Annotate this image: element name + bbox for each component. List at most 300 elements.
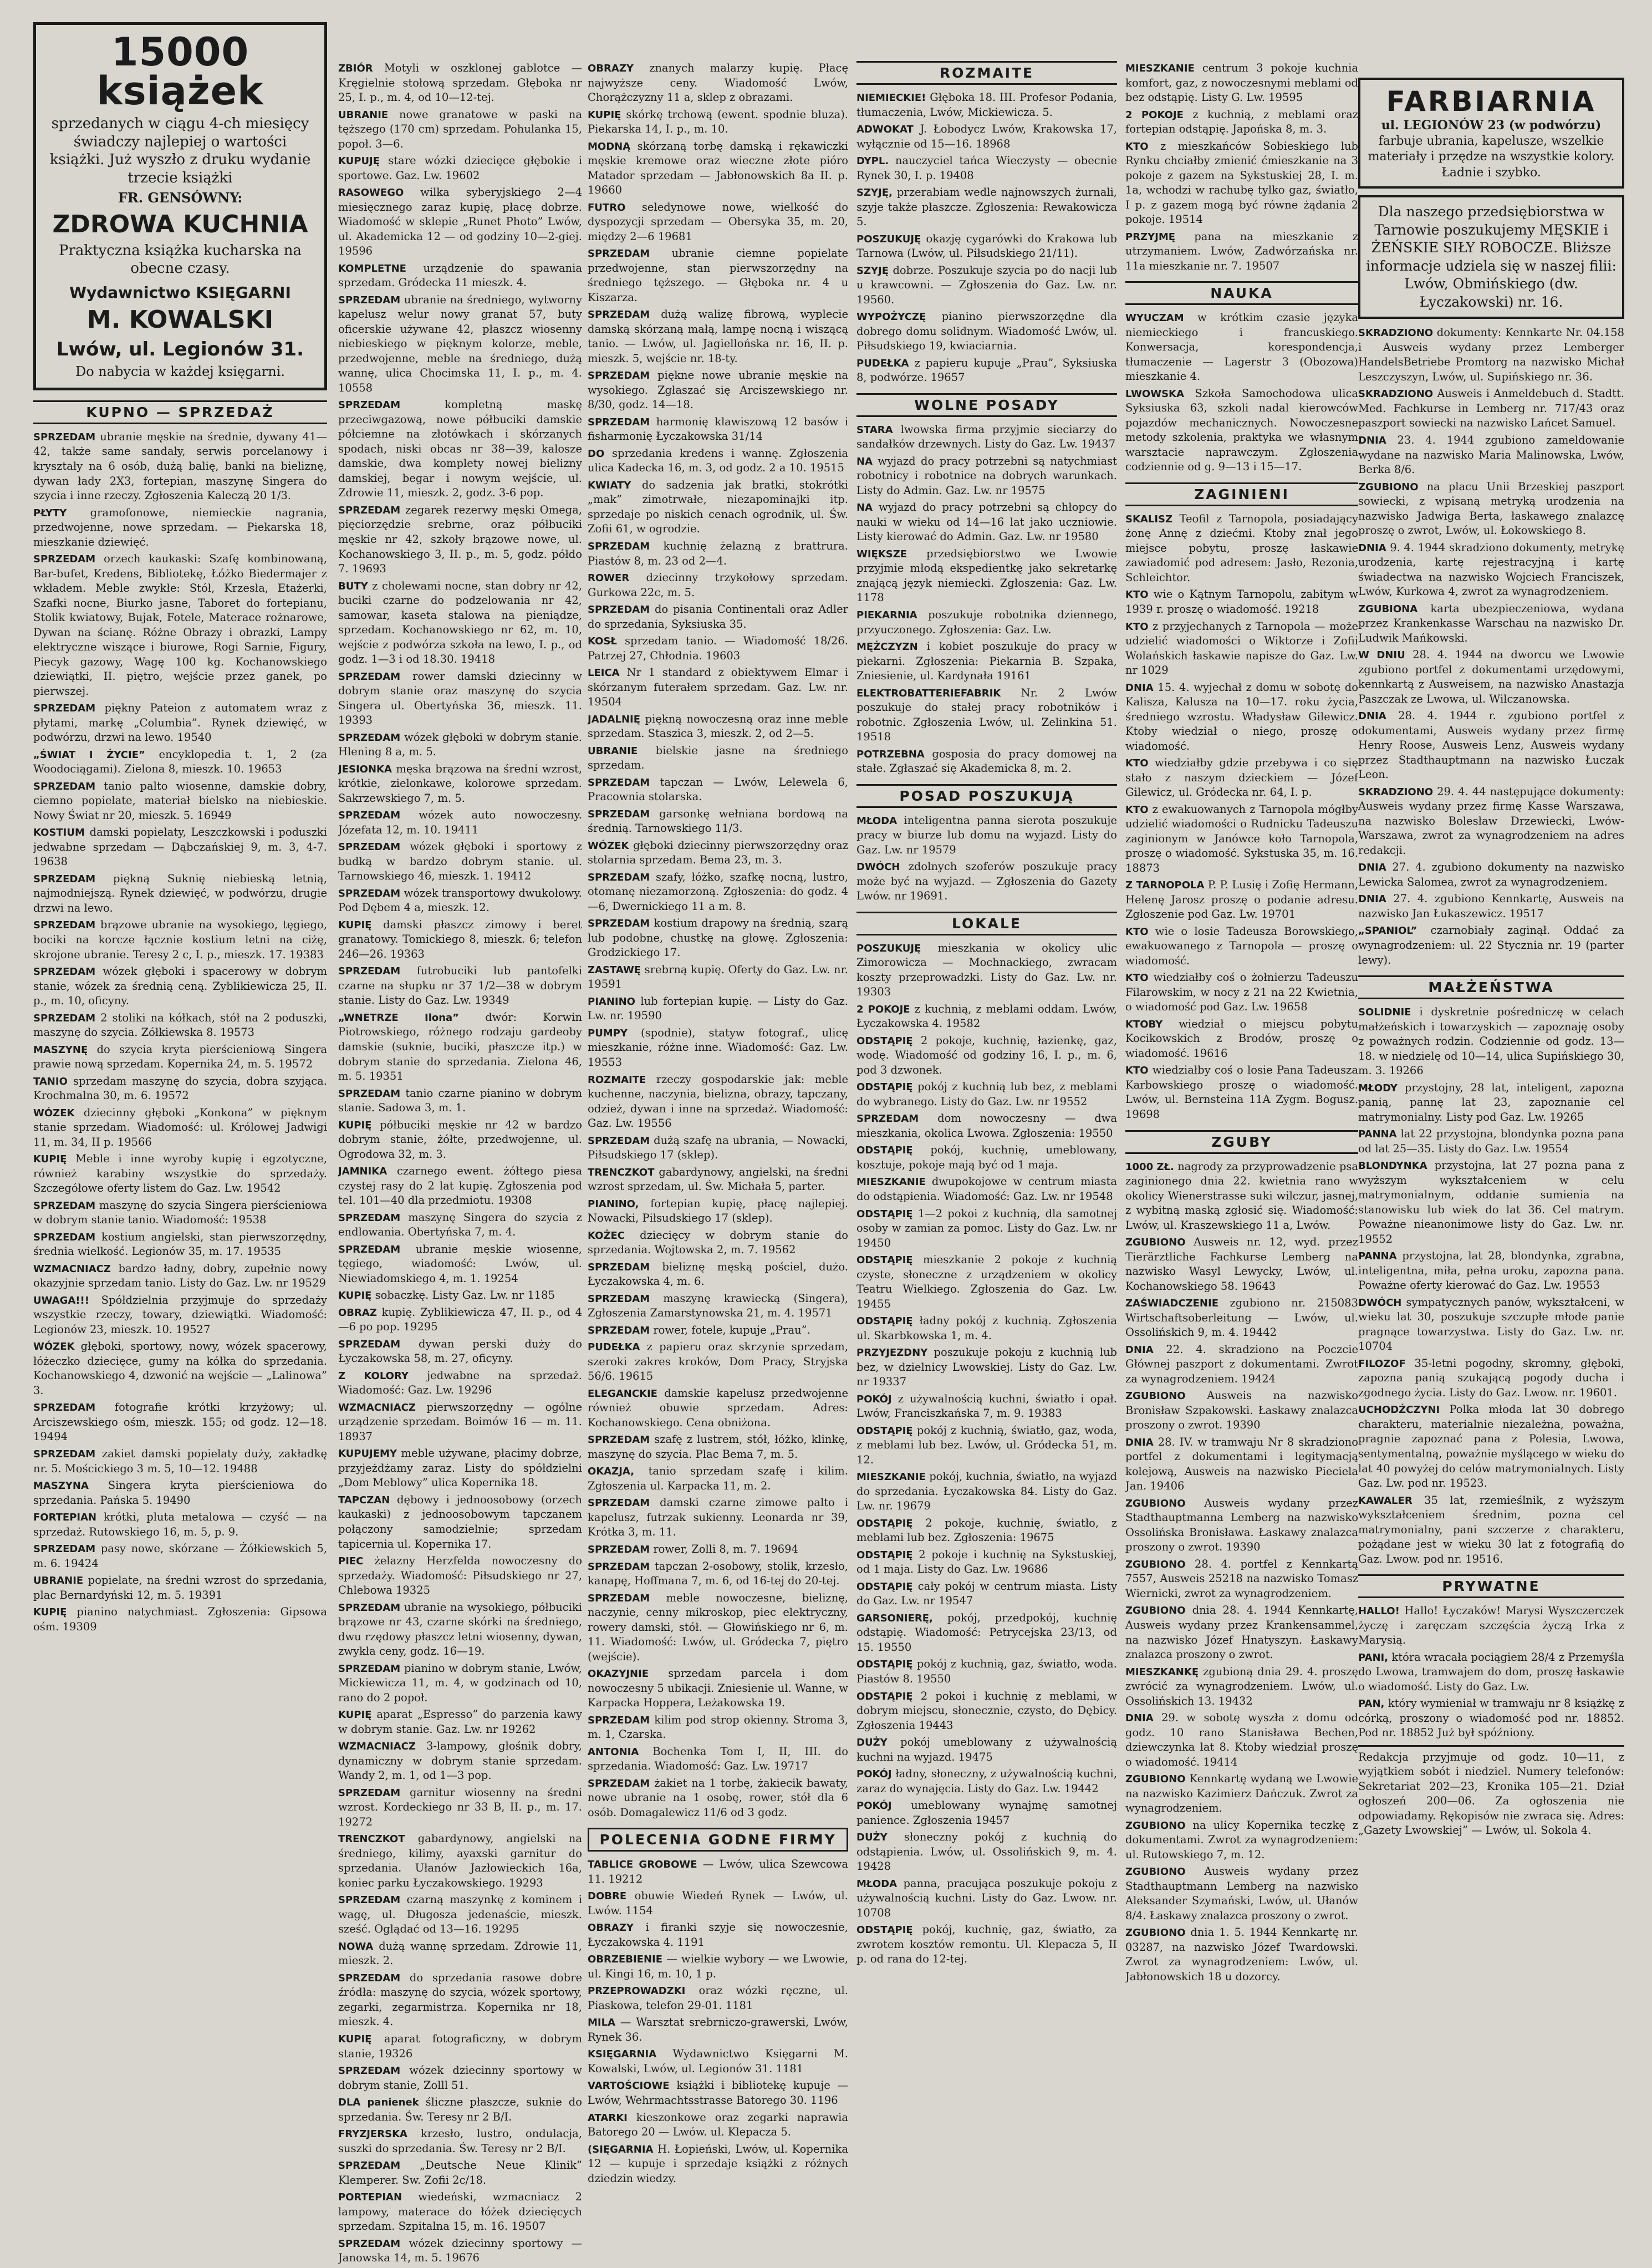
ad-keyword: ELEGANCKIE (588, 1387, 657, 1400)
ad-keyword: SPRZEDAM (588, 871, 650, 883)
classified-ad (856, 1767, 1117, 1796)
classified-ad (588, 775, 848, 805)
classified-ad (856, 1423, 1117, 1468)
ad-keyword: NOWA (338, 1940, 374, 1952)
ad-keyword: TAPCZAN (338, 1494, 390, 1506)
classified-ad (33, 430, 327, 504)
ad-body: który wymieniał w tramwaju nr 8 książkę z córką, proszony o wiadomość pod nr. 18852. Pod nr. 18852 Już był spóźniony. (1358, 1697, 1624, 1740)
ad-keyword: OBRAZY (588, 1922, 634, 1934)
ad-body: 2 pokoi i kuchnię z meblami, w dobrym miejscu, słonecznie, czysto, do Dębicy. Zgłoszenia 19443 (856, 1689, 1117, 1732)
ad-keyword: KWIATY (588, 479, 631, 491)
classified-ad (588, 665, 848, 710)
ad-keyword: DYPL. (856, 155, 889, 167)
ad-keyword: SPRZEDAM (33, 780, 96, 792)
classified-ad (338, 730, 582, 760)
ad-body: do sadzenia jak bratki, stokrótki „mak” zimotrwałe, niezapominajki itp. sprzedaje po niskich cenach ogrodnik, ul. Św. Zofii 61, w ogrodzie. (588, 478, 848, 536)
ad-body: 2 pokoje, kuchnię, łazienkę, gaz, wodę. Wiadomość od godziny 16, I. p., m. 6, pod 3 dzwonek. (856, 1034, 1117, 1076)
section-zguby: ZGUBY (1125, 1130, 1358, 1154)
classified-ad (338, 840, 582, 884)
classified-ad (33, 1400, 327, 1445)
section-lokale: LOKALE (856, 912, 1117, 935)
classified-ad (588, 916, 848, 960)
classified-ad (856, 813, 1117, 858)
classified-ad (338, 886, 582, 916)
classified-ad (856, 1345, 1117, 1390)
ad-body: pokój z kuchnią, światło, gaz, woda, z meblami lub bez. Lwów, ul. Gródecka 51, m. 12. (856, 1423, 1117, 1466)
ad-keyword: SKRADZIONO (1358, 786, 1434, 798)
ad-keyword: TABLICE GROBOWE (588, 1859, 697, 1871)
ad-body: zdolnych szoferów poszukuje pracy może być na wyjazd. — Zgłoszenia do Gazety Lwów. nr 19691. (856, 860, 1117, 903)
ad-body: skórzaną torbę damską i rękawiczki męskie kremowe oraz wieczne złote pióro Matador sprzedam — Jabłonowskich 8a II. p. 19660 (588, 139, 848, 197)
classified-ad (856, 1314, 1117, 1343)
classified-ad (338, 503, 582, 577)
ad-keyword: DNIA (1125, 1712, 1154, 1725)
redaction-notice: Redakcja przyjmuje od godz. 10—11, z wyjątkiem sobót i niedziel. Numery telefonów: Sekretariat 202—23, Kronika 105—21. Dział ogłoszeń 200—06. Za ogłoszenia nie odpowiadamy. Rękopisów nie zwraca się. Adres: „Gazety Lwowskiej” — Lwów, ul. Sokola 4. (1358, 1745, 1624, 1838)
ad-keyword: ZGUBIONO (1125, 1927, 1186, 1939)
ad-keyword: MŁODA (856, 1878, 898, 1890)
ad-body: 28. IV. w tramwaju Nr 8 skradziono portfel z dokumentami i legitymacją kolejową, Ausweis na nazwisko Pieciela Jan. 19406 (1125, 1435, 1358, 1493)
ad-keyword: MASZYNA (33, 1480, 89, 1492)
classified-ad (856, 423, 1117, 452)
ad-body: sprzedam parcela i dom nowoczesny 5 ubikacji. Zniesienie ul. Wanne, w Karpacka Hoppera, Leżakowska 19. (588, 1667, 848, 1710)
ad-body: Singera kryta pierścieniowa do sprzedania. Pańska 5. 19490 (33, 1479, 327, 1507)
ad-body: ubranie na wysokiego, półbuciki brązowe nr 43, czarne skórki na średniego, dwu rzędowy płaszcz letni wiosenny, dywan, zwykła ceny, godz. 16—19. (338, 1600, 582, 1658)
classified-ad (338, 1211, 582, 1240)
classified-ad (338, 669, 582, 728)
ad-keyword: VARTOŚCIOWE (588, 2080, 670, 2092)
ad-keyword: ODSTĄPIĘ (856, 1690, 913, 1702)
ad-body: pokój, przedpokój, kuchnię odstąpię. Wiadomość: Petrycejska 23/13, od 15. 19550 (856, 1611, 1117, 1654)
classified-ad (1358, 923, 1624, 968)
classified-ad (588, 1260, 848, 1289)
classified-ad (33, 552, 327, 699)
classified-ad (33, 1198, 327, 1228)
classified-ad (338, 293, 582, 396)
ad-body: 15. 4. wyjechał z domu w sobotę do Kalisza, Kalusza na 10—17. roku życia, średniego wzrostu. Władysław Gilewicz. Ktoby wiedział o niego, proszę o wiadomość. (1125, 680, 1358, 752)
ad-keyword: ODSTĄPIĘ (856, 1517, 913, 1529)
ad-keyword: ODSTĄPIĘ (856, 1145, 913, 1157)
section-rozmaite: ROZMAITE (856, 61, 1117, 85)
ad-keyword: KSIĘGARNIA (588, 2048, 657, 2061)
ad-body: dnia 28. 4. 1944 Kennkartę, Ausweis wydany przez Krankensammel, na nazwisko Józef Hnatyszyn. Łaskawy znalazca proszony o zwrot. (1125, 1604, 1358, 1661)
column-5 (1125, 61, 1358, 1986)
classified-ad (856, 941, 1117, 1000)
ad-body: Głęboka 18. III. Profesor Podania, tłumaczenia, Lwów, Mickiewicza. 5. (856, 91, 1117, 119)
ad-body: szafę z lustrem, stół, łóżko, klinkę, maszynę do szycia. Plac Bema 7, m. 5. (588, 1433, 848, 1461)
classified-ad (33, 1510, 327, 1539)
classified-ad (338, 964, 582, 1008)
ad-keyword: PANNA (1358, 1250, 1397, 1263)
ad-keyword: ZGUBIONO (1125, 1390, 1186, 1402)
ad-body: przystojna, lat 28, blondynka, zgrabna, inteligentna, miła, pełna uroku, zapozna pana. Poważne oferty kierować do Gaz. Lw. 19553 (1358, 1249, 1624, 1292)
classified-ad (856, 154, 1117, 183)
ad-body: przystojny, 28 lat, inteligent, zapozna panią, pannę lat 23, zapoznanie cel matrymonialny. Listy pod Gaz. Lw. 19265 (1358, 1081, 1624, 1123)
classified-ad (588, 1386, 848, 1431)
ad-keyword: SPRZEDAM (588, 1497, 650, 1509)
classified-ad (1125, 387, 1358, 475)
ad-keyword: 1000 ZŁ. (1125, 1161, 1174, 1173)
ad-keyword: WIĘKSZE (856, 548, 907, 560)
ad-note: Do nabycia w każdej księgarni. (75, 364, 285, 380)
classified-ad (1125, 1496, 1358, 1555)
ad-keyword: ZGUBIONO (1125, 1819, 1186, 1832)
ad-body: zgubioną dnia 29. 4. proszę zwrócić za wynagrodzeniem. Lwów, ul. Ossolińskich 13. 19432 (1125, 1665, 1358, 1707)
ad-body: zegarek rezerwy męski Omega, pięciorzędzie srebrne, oraz półbuciki męskie nr 42, szkoły brązowe nowe, ul. Kochanowskiego 3, II. p., m. 5, godz. półdo 7. 19693 (338, 503, 582, 576)
ad-body: zgubiono nr. 215083 Wirtschaftsoberleitung — Lwów, ul. Ossolińskich 9, m. 4. 19442 (1125, 1296, 1358, 1339)
ad-body: Teofil z Tarnopola, posiadający żonę Annę z dziećmi. Ktoby znał jego miejsce pobytu, proszę łaskawie zawiadomić pod adresem: Jasło, Rezonia, Schleichtor. (1125, 512, 1358, 584)
ad-body: sprzedam tanio. — Wiadomość 18/26. Patrzej 27, Chłodnia. 19603 (588, 634, 848, 662)
ad-keyword: MILA (588, 2017, 616, 2029)
ad-keyword: KUPUJEMY (338, 1448, 397, 1460)
ad-keyword: ROZMAITE (588, 1074, 646, 1086)
ad-body: piękną nowoczesną oraz inne meble sprzedam. Staszica 3, mieszk. 2, od 2—5. (588, 712, 848, 740)
ad-keyword: OKAZYJNIE (588, 1668, 649, 1680)
book-advertisement (33, 22, 327, 390)
ad-keyword: KTO (1125, 589, 1149, 601)
ad-body: futrobuciki lub pantofelki czarne na słupku nr 37 1/2—38 w dobrym stanie. Listy do Gaz. Lw. 19349 (338, 964, 582, 1007)
ad-keyword: „SPANIOL” (1358, 925, 1418, 937)
ad-body: wózek głęboki i sportowy z budką w bardzo dobrym stanie. ul. Tarnowskiego 46, mieszk. 1. 19412 (338, 840, 582, 883)
classified-ad (588, 1432, 848, 1462)
ad-keyword: SPRZEDAM (33, 873, 96, 885)
ad-keyword: ODSTĄPIĘ (856, 1425, 913, 1437)
ad-keyword: SPRZEDAM (338, 670, 401, 683)
classifieds-list (588, 61, 848, 1820)
ad-body: kupię. Zyblikiewicza 47, II. p., od 4—6 po pop. 19295 (338, 1305, 582, 1334)
ad-body: gramofonowe, niemieckie nagrania, przedwojenne, nowe sprzedam. — Piekarska 18, mieszkanie dziewięć. (33, 506, 327, 548)
classified-ad (1358, 1127, 1624, 1156)
classifieds-list (33, 430, 327, 1634)
ad-keyword: SPRZEDAM (588, 309, 650, 321)
ad-body: żelazny Herzfelda nowoczesny do sprzedaży. Wiadomość: Piłsudskiego nr 27, Chlebowa 19325 (338, 1554, 582, 1597)
ad-keyword: ANTONIA (588, 1746, 639, 1758)
classified-ad (856, 122, 1117, 151)
classified-ad (1125, 1435, 1358, 1494)
ad-keyword: ZGUBIONO (1125, 1605, 1186, 1617)
classified-ad (588, 1666, 848, 1711)
classified-ad (1125, 970, 1358, 1015)
ad-keyword: MIESZKANIE (856, 1471, 926, 1483)
ad-body: mieszkanie 2 pokoje z kuchnią czyste, słoneczne z urządzeniem w okolicy Teatru Wielkiego. Zgłoszenia do Gaz. Lw. 19455 (856, 1253, 1117, 1310)
classified-ad (588, 1197, 848, 1226)
ad-body: dębowy i jednoosobowy (orzech kaukaski) z jednoosobowym tapczanem połączony samodzielnie; sprzedam tapicernia ul. Kopernika 17. (338, 1493, 582, 1550)
classified-ad (338, 1164, 582, 1208)
classifieds-list (856, 90, 1117, 385)
farbiarnia-address: ul. LEGIONÓW 23 (w podwórzu) (1381, 118, 1602, 133)
ad-keyword: PUDEŁKA (856, 357, 909, 369)
ad-body: dokumenty: Kennkarte Nr. 04.158 i Ausweis wydany przez Lemberger HandelsBetriebe Promtorg na nazwisko Michał Leszczyszyn, Lwów, ul. Supińskiego nr. 36. (1358, 326, 1624, 383)
classified-ad (588, 2078, 848, 2108)
ad-keyword: MĘŻCZYZN (856, 641, 918, 653)
classified-ad (338, 1600, 582, 1659)
ad-body: aparat „Espresso” do parzenia kawy w dobrym stanie. Gaz. Lw. nr 19262 (338, 1708, 582, 1736)
classified-ad (856, 1080, 1117, 1109)
classified-ad (588, 1072, 848, 1131)
ad-body: kieszonkowe oraz zegarki naprawia Batorego 20 — Lwów. ul. Klepacza 5. (588, 2111, 848, 2139)
classifieds-list (1125, 311, 1358, 475)
ad-keyword: (SIĘGARNIA (588, 2143, 654, 2155)
ad-body: dużą wannę sprzedam. Zdrowie 11, mieszk. 2. (338, 1939, 582, 1967)
ad-body: z cholewami nocne, stan dobry nr 42, buciki czarne do podzelowania nr 42, samowar, kaseta stalowa na pieniądze, sprzedam. Kochanowskiego nr 62, m. 10, wejście z podwórza szkoła na lewo, I. p., od godz. 1—3 i od 18.30. 19418 (338, 579, 582, 666)
classified-ad (1358, 387, 1624, 431)
ad-keyword: SZYJĘ (856, 265, 889, 277)
ad-body: centrum 3 pokoje kuchnia komfort, gaz, z nowoczesnymi meblami od bez odstąpię. Listy G. Lw. 19595 (1125, 62, 1358, 104)
column-6 (1358, 78, 1624, 1840)
classified-ad (338, 398, 582, 501)
ad-body: mieszkania w okolicy ulic Zimorowicza — Mochnackiego, zwracam koszty przeprowadzki. Listy do Gaz. Lw. nr. 19303 (856, 941, 1117, 999)
classified-ad (33, 506, 327, 550)
ad-keyword: ODSTĄPIĘ (856, 1315, 913, 1328)
ad-body: gabardynowy, angielski, na średni wzrost sprzedam, ul. Św. Michała 5, parter. (588, 1165, 848, 1193)
classified-ad (338, 1786, 582, 1830)
classified-ad (588, 108, 848, 137)
classified-ad (338, 918, 582, 962)
classified-ad (588, 2142, 848, 2186)
ad-keyword: ODSTĄPIĘ (856, 1081, 913, 1094)
classified-ad (1125, 1017, 1358, 1061)
ad-keyword: KUPIĘ (338, 1709, 372, 1721)
ad-keyword: „WNETRZE Ilona” (338, 1011, 460, 1024)
ad-body: seledynowe nowe, wielkość do dyspozycji sprzedam — Obersyka 35, m. 20, między 2—6 19681 (588, 200, 848, 243)
ad-keyword: NIEMIECKIE! (856, 92, 926, 104)
classified-ad (1125, 619, 1358, 678)
ad-keyword: SPRZEDAM (588, 918, 650, 930)
ad-body: urządzenie do spawania sprzedam. Gródecka 11 mieszk. 4. (338, 261, 582, 289)
ad-body: obuwie Wiedeń Rynek — Lwów, ul. Lwów. 1154 (588, 1889, 848, 1917)
classified-ad (338, 1554, 582, 1598)
ad-body: panna, pracująca poszukuje pokoju z używalnością kuchni. Listy do Gaz. Lwow. nr. 10708 (856, 1877, 1117, 1919)
classifieds-list (1358, 1005, 1624, 1567)
ad-body: maszynę Singera do szycia z endlowania. Obertyńska 7, m. 4. (338, 1211, 582, 1239)
ad-body: do szycia kryta pierścieniową Singera prawie nową sprzedam. Kopernika 24, m. 5. 19572 (33, 1043, 327, 1071)
ad-keyword: ZAŚWIADCZENIE (1125, 1298, 1218, 1310)
classified-ad (856, 686, 1117, 745)
ad-keyword: SPRZEDAM (588, 416, 650, 428)
ad-keyword: ZGUBIONO (1125, 1237, 1186, 1249)
ad-body: H. Łopieński, Lwów, ul. Kopernika 12 — kupuje i sprzedaje książki z różnych dziedzin wiedzy. (588, 2142, 848, 2185)
ad-body: 3-lampowy, głośnik dobry, dynamiczny w dobrym stanie sprzedam. Wandy 2, m. 1, od 1—3 pop. (338, 1740, 582, 1782)
ad-body: do sprzedania rasowe dobre źródła: maszynę do szycia, wózek sportowy, zegarki, zegarmistrza. Kopernika nr 18, mieszk. 4. (338, 1971, 582, 2028)
farbiarnia-advertisement (1358, 78, 1624, 189)
ad-keyword: SPRZEDAM (338, 1894, 401, 1906)
classified-ad (856, 263, 1117, 308)
section-posad-poszukuja: POSAD POSZUKUJĄ (856, 784, 1117, 808)
ad-body: ubranie męskie wiosenne, tęgiego, wiadomość: Lwów, ul. Niewiadomskiego 4, m. 1. 19254 (338, 1242, 582, 1285)
ad-keyword: ZGUBIONO (1358, 481, 1419, 493)
classified-ad (856, 1516, 1117, 1545)
ad-body: Hallo! Łyczaków! Marysi Wyszczerczek życzę i zaręczam szczęścia życzą Irka z Marysią. (1358, 1604, 1624, 1647)
ad-body: pokój, kuchnia, światło, na wyjazd do sprzedania. Łyczakowska 84. Listy do Gaz. Lw. nr. 19679 (856, 1470, 1117, 1513)
ad-keyword: 2 POKOJE (856, 1003, 910, 1015)
ad-keyword: SPRZEDAM (588, 1777, 650, 1789)
classified-ad (588, 807, 848, 836)
ad-keyword: WYUCZAM (1125, 312, 1184, 324)
ad-body: wiedziałby coś o żołnierzu Tadeuszu Filarowskim, w nocy z 21 na 22 Kwietnia, o wiadomość pod Gaz. Lw. 19658 (1125, 971, 1358, 1014)
ad-body: maszynę krawiecką (Singera), Zgłoszenia Zamarstynowska 21, m. 4. 19571 (588, 1291, 848, 1320)
ad-keyword: ODSTĄPIĘ (856, 1035, 913, 1047)
classified-ad (588, 539, 848, 568)
ad-keyword: SKALISZ (1125, 513, 1173, 525)
ad-body: ładny pokój z kuchnią. Zgłoszenia ul. Skarbkowska 1, m. 4. (856, 1314, 1117, 1342)
ad-body: dwór: Korwin Piotrowskiego, różnego rodzaju gardeoby damskie (suknie, buciki, płaszcze itp.) w dobrym stanie do sprzedania. Zielona 46, m. 5. 19351 (338, 1010, 582, 1083)
classified-ad (33, 1262, 327, 1291)
ad-keyword: FUTRO (588, 201, 626, 213)
classified-ad (338, 1242, 582, 1286)
ad-keyword: KOŻEC (588, 1229, 625, 1242)
classified-ad (338, 579, 582, 667)
classified-ad (1125, 1343, 1358, 1387)
classified-ad (338, 2095, 582, 2124)
classified-ad (1358, 1493, 1624, 1567)
ad-body: książki i bibliotekę kupuje — Lwów, Wehrmachtsstrasse Batorego 30. 1196 (588, 2079, 848, 2107)
classified-ad (856, 1174, 1117, 1204)
classified-ad (1125, 1772, 1358, 1816)
ad-keyword: SPRZEDAM (338, 1243, 401, 1255)
classified-ad (856, 1002, 1117, 1031)
classified-ad (1358, 709, 1624, 782)
classified-ad (588, 2047, 848, 2076)
classified-ad (856, 1392, 1117, 1421)
classifieds-list (1358, 1604, 1624, 1741)
ad-keyword: SPRZEDAM (33, 1012, 96, 1024)
ad-body: wyjazd do pracy potrzebni są natychmiast robotnicy i robotnice na dobrych warunkach. Listy do Admin. Gaz. Lw. nr 19575 (856, 454, 1117, 497)
classified-ad (1125, 878, 1358, 922)
ad-body: wózek dziecinny sportowy w dobrym stanie, Zolll 51. (338, 2064, 582, 2092)
ad-body: dziecięcy w dobrym stanie do sprzedania. Wojtowska 2, m. 7. 19562 (588, 1228, 848, 1257)
ad-body: Motyli w oszklonej gablotce — Kręgielnie stołową sprzedam. Głęboka nr 25, I. p., m. 4, od 10—12-tej. (338, 62, 582, 104)
classifieds-list (1125, 1160, 1358, 1985)
ad-description: Praktyczna książka kucharska na obecne czasy. (58, 242, 302, 277)
ad-keyword: MASZYNĘ (33, 1044, 88, 1056)
ad-body: przystojna, lat 27 pozna pana z wyższym wykształceniem w celu matrymonialnym, oddanie sumienia na stanowisku lub wiek do lat 36. Cel matrym. Poważne nieanonimowe listy do Gaz. Lw. nr. 19552 (1358, 1159, 1624, 1245)
farbiarnia-title: FARBIARNIA (1386, 85, 1597, 118)
classified-ad (1125, 311, 1358, 384)
classified-ad (33, 1542, 327, 1571)
ad-body: damskie kapelusz przedwojenne również obuwie sprzedam. Adres: Kochanowskiego. Cena obniżona. (588, 1386, 848, 1429)
ad-body: śliczne płaszcze, suknie do sprzedania. Św. Teresy nr 2 B/I. (338, 2096, 582, 2123)
classified-ad (338, 762, 582, 806)
ad-body: meble nowoczesne, bieliznę, naczynie, cenny mikroskop, piec elektryczny, rowery damski, stół. — Głowińskiego nr 6, m. 11. Wiadomość: Lwów, ul. Gródecka 7, piętro (wejście). (588, 1591, 848, 1663)
ad-keyword: SPRZEDAM (338, 2160, 401, 2172)
farbiarnia-text: farbuje ubrania, kapelusze, wszelkie materiały i przędze na wszystkie kolory. Ładnie i szybko. (1368, 134, 1615, 180)
ad-keyword: PORTEPIAN (338, 2191, 402, 2204)
classified-ad (1125, 587, 1358, 617)
ad-body: gosposia do pracy domowej na stałe. Zgłaszać się Akademicka 8, m. 2. (856, 747, 1117, 775)
ad-keyword: DNIA (1125, 1344, 1154, 1356)
classified-ad (1125, 1864, 1358, 1923)
classified-ad (1358, 860, 1624, 889)
ad-keyword: BLONDYNKA (1358, 1160, 1427, 1172)
ad-body: kilim pod strop okienny. Stroma 3, m. 1, Czarska. (588, 1713, 848, 1741)
ad-body: czarnobiały zaginął. Oddać za wynagrodzeniem: ul. 22 Stycznia nr. 19 (parter lewy). (1358, 924, 1624, 967)
ad-body: P. P. Lusię i Zofię Hermann, Helenę Jarosz proszę o podanie adresu. Zgłoszenie pod Gaz. Lw. 19701 (1125, 878, 1358, 921)
classified-ad (338, 1086, 582, 1116)
classified-ad (338, 1337, 582, 1366)
ad-keyword: SPRZEDAM (338, 731, 401, 744)
classified-ad (1358, 1604, 1624, 1648)
classified-ad (33, 1106, 327, 1150)
ad-body: z kuchnią, z meblami oddam. Lwów, Łyczakowska 4. 19582 (856, 1002, 1117, 1030)
ad-body: dobrze. Poszukuje szycia po do nacji lub u krawcowni. — Zgłoszenia do Gaz. Lw. nr. 19560. (856, 263, 1117, 306)
classified-ad (1358, 1005, 1624, 1079)
ad-body: krótki, pluta metalowa — czyść — na sprzedaż. Rutowskiego 16, m. 5, p. 9. (33, 1511, 327, 1538)
ad-body: lwowska firma przyjmie sieciarzy do sandałków drzewnych. Listy do Gaz. Lw. 19437 (856, 423, 1117, 451)
ad-keyword: SPRZEDAM (338, 1212, 401, 1224)
ad-body: — Lwów, ulica Szewcowa 11. 19212 (588, 1858, 848, 1885)
classified-ad (856, 1253, 1117, 1311)
ad-keyword: SPRZEDAM (338, 1662, 401, 1675)
classified-ad (588, 1920, 848, 1950)
ad-body: cały pokój w centrum miasta. Listy do Gaz. Lw. nr 19547 (856, 1579, 1117, 1608)
ad-body: Ausweis nr. 12, wyd. przez Tierärztliche Fachkurse Lemberg na nazwisko Wasyl Lewycky, Lwów, ul. Kochanowskiego 58. 19643 (1125, 1235, 1358, 1293)
classified-ad (1358, 1356, 1624, 1401)
ad-body: wyjazd do pracy potrzebni są chłopcy do nauki w wieku od 14—16 lat jako uczniowie. Listy kierować do Admin. Gaz. Lw. nr 19580 (856, 501, 1117, 543)
classified-ad (33, 1447, 327, 1476)
ad-keyword: DOBRE (588, 1890, 627, 1903)
ad-keyword: ATARKI (588, 2112, 628, 2124)
ad-body: dziecinny głęboki „Konkona” w pięknym stanie sprzedam. Wiadomość: ul. Królowej Jadwigi 11, m. 34, II p. 19566 (33, 1106, 327, 1148)
ad-body: 22. 4. skradziono na Poczcie Głównej paszport z dokumentami. Zwrot za wynagrodzeniem. 19424 (1125, 1343, 1358, 1385)
ad-keyword: GARSONIERĘ, (856, 1612, 933, 1624)
ad-keyword: PŁYTY (33, 507, 67, 519)
classified-ad (856, 1207, 1117, 1251)
ad-body: dom nowoczesny — dwa mieszkania, okolica Lwowa. Zgłoszenia: 19550 (856, 1112, 1117, 1140)
classified-ad (338, 1893, 582, 1937)
classified-ad (1125, 230, 1358, 274)
ad-keyword: KUPIĘ (338, 1119, 372, 1131)
ad-keyword: PRZEPROWADZKI (588, 1985, 686, 1997)
ad-keyword: ZGUBIONA (1358, 603, 1418, 615)
classified-ad (1358, 1295, 1624, 1354)
ad-keyword: KTO (1125, 757, 1149, 770)
ad-keyword: TRENCZKOT (338, 1833, 405, 1845)
ad-body: 29. 4. 44 następujące dokumenty: Ausweis wydany przez firmę Kasse Warszawa, na nazwisko Bolesław Drzewiecki, Lwów-Warszawa, zwrot za wynagrodzeniem na adres redakcji. (1358, 785, 1624, 857)
ad-keyword: DLA panienek (338, 2097, 419, 2109)
ad-body: na placu Unii Brzeskiej paszport sowiecki, z wpisaną metryką urodzenia na nazwisko Jadwiga Berta, łaskawego znalazcę proszę o zwrot, Lwów, ul. Łokowskiego 8. (1358, 480, 1624, 537)
ad-keyword: POSZUKUJĘ (856, 942, 921, 954)
ad-keyword: KUPUJĘ (338, 155, 380, 167)
classified-ad (588, 1340, 848, 1384)
ad-body: 27. 4. zgubiono Kennkartę, Ausweis na nazwisko Jan Łukaszewicz. 19517 (1358, 892, 1624, 920)
section-malzenstwa: MAŁŻEŃSTWA (1358, 975, 1624, 999)
ad-body: 28. 4. 1944 r. zgubiono portfel z dokumentami, Ausweis wydany przez firmę Henry Roose, Ausweis Lenz, Ausweis wydany przez Stadthauptmann na nazwisko Łuczak Leon. (1358, 709, 1624, 781)
classified-ad (856, 232, 1117, 261)
ad-keyword: JADALNIĘ (588, 713, 641, 725)
column-2 (338, 61, 582, 2268)
ad-body: umeblowany wynajmę samotnej panience. Zgłoszenia 19457 (856, 1799, 1117, 1827)
classified-ad (588, 1952, 848, 1981)
classified-ad (1125, 924, 1358, 969)
ad-body: brązowe ubranie na wysokiego, tęgiego, bociki na korcze łącznie kostium letni na ciżę, skrojone ubranie. Teresy 2 c, I. p., mieszk. 17. 19383 (33, 918, 327, 961)
classified-ad (338, 2236, 582, 2266)
section-zaginieni: ZAGINIENI (1125, 482, 1358, 506)
ad-keyword: SPRZEDAM (338, 1972, 401, 1984)
classified-ad (1125, 139, 1358, 227)
ad-body: tapczan 2-osobowy, stolik, krzesło, kanapę, Hoffmana 7, m. 6, od 16-tej do 20-tej. (588, 1559, 848, 1588)
ad-keyword: POTRZEBNA (856, 748, 925, 760)
ad-body: rower, fotele, kupuje „Prau”. (653, 1323, 810, 1336)
ad-body: J. Łobodycz Lwów, Krakowska 17, wyłącznie od 15—16. 18968 (856, 123, 1117, 150)
classified-ad (588, 1291, 848, 1321)
ad-body: Kennkartę wydaną we Lwowie na nazwisko Kazimierz Dańczuk. Zwrot za wynagrodzeniem. (1125, 1772, 1358, 1815)
classified-ad (338, 1010, 582, 1084)
ad-body: tapczan — Lwów, Lelewela 6, Pracownia stolarska. (588, 775, 848, 804)
ad-keyword: DO (588, 448, 605, 460)
ad-keyword: SPRZEDAM (338, 504, 401, 516)
classified-ad (33, 1339, 327, 1398)
ad-keyword: MŁODA (856, 815, 898, 827)
ad-keyword: JAMNIKA (338, 1166, 387, 1178)
